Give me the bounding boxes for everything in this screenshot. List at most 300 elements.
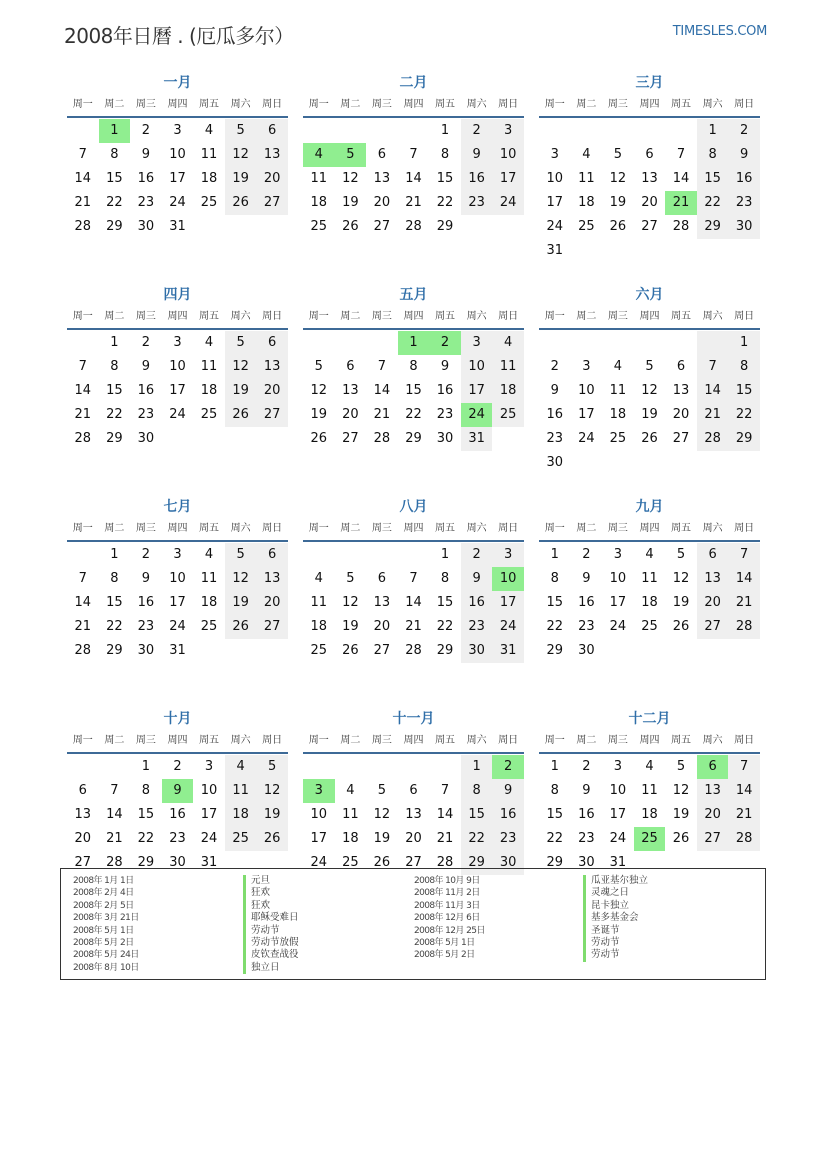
day-cell[interactable]: 6 <box>346 359 355 374</box>
day-cell[interactable]: 19 <box>672 595 690 610</box>
day-cell[interactable]: 17 <box>492 591 524 615</box>
day-cell[interactable]: 16 <box>546 407 564 422</box>
day-cell[interactable]: 27 <box>256 403 288 427</box>
day-cell[interactable]: 19 <box>256 803 288 827</box>
day-cell[interactable]: 23 <box>492 827 524 851</box>
day-cell[interactable]: 23 <box>436 407 454 422</box>
day-cell[interactable]: 7 <box>110 783 119 798</box>
day-cell[interactable]: 20 <box>256 591 288 615</box>
holiday-day-cell[interactable]: 24 <box>461 403 493 427</box>
day-cell[interactable]: 4 <box>204 547 214 562</box>
day-cell[interactable]: 13 <box>342 383 359 398</box>
day-cell[interactable]: 11 <box>200 147 218 162</box>
day-cell[interactable]: 3 <box>550 147 559 162</box>
day-cell[interactable]: 22 <box>106 407 123 422</box>
day-cell[interactable]: 24 <box>546 219 564 234</box>
day-cell[interactable]: 30 <box>492 851 524 875</box>
day-cell[interactable]: 5 <box>676 759 686 774</box>
day-cell[interactable]: 12 <box>609 171 627 186</box>
day-cell[interactable]: 4 <box>582 147 591 162</box>
day-cell[interactable]: 15 <box>106 383 123 398</box>
day-cell[interactable]: 16 <box>137 595 155 610</box>
day-cell[interactable]: 6 <box>78 783 87 798</box>
day-cell[interactable]: 26 <box>225 403 257 427</box>
day-cell[interactable]: 4 <box>645 547 654 562</box>
day-cell[interactable]: 17 <box>169 171 186 186</box>
day-cell[interactable]: 2 <box>141 335 151 350</box>
day-cell[interactable]: 29 <box>405 431 422 446</box>
day-cell[interactable]: 19 <box>342 619 359 634</box>
day-cell[interactable]: 23 <box>578 619 595 634</box>
day-cell[interactable]: 30 <box>169 855 186 870</box>
day-cell[interactable]: 12 <box>225 355 257 379</box>
day-cell[interactable]: 23 <box>546 431 564 446</box>
day-cell[interactable]: 14 <box>405 595 422 610</box>
day-cell[interactable]: 16 <box>137 383 155 398</box>
day-cell[interactable]: 14 <box>74 383 92 398</box>
day-cell[interactable]: 3 <box>204 759 214 774</box>
day-cell[interactable]: 2 <box>461 543 493 567</box>
day-cell[interactable]: 16 <box>728 167 760 191</box>
day-cell[interactable]: 28 <box>405 643 422 658</box>
day-cell[interactable]: 25 <box>200 195 218 210</box>
day-cell[interactable]: 10 <box>546 171 564 186</box>
day-cell[interactable]: 13 <box>373 595 391 610</box>
day-cell[interactable]: 7 <box>697 355 729 379</box>
day-cell[interactable]: 26 <box>225 615 257 639</box>
day-cell[interactable]: 11 <box>609 383 627 398</box>
day-cell[interactable]: 27 <box>697 615 729 639</box>
day-cell[interactable]: 12 <box>342 171 359 186</box>
day-cell[interactable]: 14 <box>672 171 690 186</box>
day-cell[interactable]: 23 <box>137 195 155 210</box>
day-cell[interactable]: 11 <box>310 171 328 186</box>
day-cell[interactable]: 9 <box>440 359 450 374</box>
day-cell[interactable]: 15 <box>546 807 564 822</box>
day-cell[interactable]: 25 <box>492 403 524 427</box>
day-cell[interactable]: 17 <box>578 407 595 422</box>
day-cell[interactable]: 9 <box>550 383 559 398</box>
brand-link[interactable]: TIMESLES.COM <box>672 24 767 39</box>
day-cell[interactable]: 26 <box>342 643 359 658</box>
day-cell[interactable]: 25 <box>200 407 218 422</box>
day-cell[interactable]: 26 <box>672 619 690 634</box>
day-cell[interactable]: 30 <box>137 643 155 658</box>
day-cell[interactable]: 27 <box>256 191 288 215</box>
day-cell[interactable]: 10 <box>609 783 627 798</box>
day-cell[interactable]: 12 <box>310 383 328 398</box>
day-cell[interactable]: 12 <box>373 807 391 822</box>
day-cell[interactable]: 23 <box>461 615 493 639</box>
day-cell[interactable]: 29 <box>546 643 564 658</box>
day-cell[interactable]: 13 <box>697 567 729 591</box>
day-cell[interactable]: 26 <box>256 827 288 851</box>
day-cell[interactable]: 5 <box>225 119 257 143</box>
day-cell[interactable]: 8 <box>440 147 450 162</box>
day-cell[interactable]: 22 <box>137 831 155 846</box>
day-cell[interactable]: 7 <box>78 571 87 586</box>
day-cell[interactable]: 14 <box>728 567 760 591</box>
day-cell[interactable]: 13 <box>641 171 658 186</box>
day-cell[interactable]: 28 <box>697 427 729 451</box>
day-cell[interactable]: 8 <box>440 571 450 586</box>
day-cell[interactable]: 11 <box>641 571 658 586</box>
day-cell[interactable]: 16 <box>461 591 493 615</box>
day-cell[interactable]: 13 <box>256 567 288 591</box>
day-cell[interactable]: 14 <box>436 807 454 822</box>
day-cell[interactable]: 11 <box>342 807 359 822</box>
day-cell[interactable]: 6 <box>676 359 686 374</box>
day-cell[interactable]: 19 <box>310 407 328 422</box>
day-cell[interactable]: 24 <box>200 831 218 846</box>
day-cell[interactable]: 10 <box>461 355 493 379</box>
day-cell[interactable]: 1 <box>110 335 119 350</box>
day-cell[interactable]: 27 <box>672 431 690 446</box>
day-cell[interactable]: 31 <box>461 427 493 451</box>
day-cell[interactable]: 2 <box>173 759 182 774</box>
day-cell[interactable]: 17 <box>169 595 186 610</box>
day-cell[interactable]: 18 <box>310 619 328 634</box>
day-cell[interactable]: 5 <box>346 571 355 586</box>
holiday-day-cell[interactable]: 21 <box>665 191 697 215</box>
day-cell[interactable]: 28 <box>106 855 123 870</box>
day-cell[interactable]: 1 <box>440 123 450 138</box>
day-cell[interactable]: 10 <box>169 147 186 162</box>
day-cell[interactable]: 8 <box>110 571 119 586</box>
day-cell[interactable]: 8 <box>461 779 493 803</box>
day-cell[interactable]: 24 <box>609 831 627 846</box>
day-cell[interactable]: 1 <box>697 119 729 143</box>
day-cell[interactable]: 28 <box>74 643 92 658</box>
holiday-day-cell[interactable]: 1 <box>398 331 430 355</box>
day-cell[interactable]: 28 <box>728 827 760 851</box>
day-cell[interactable]: 6 <box>256 543 288 567</box>
day-cell[interactable]: 23 <box>578 831 595 846</box>
day-cell[interactable]: 29 <box>106 219 123 234</box>
day-cell[interactable]: 7 <box>409 571 418 586</box>
day-cell[interactable]: 24 <box>492 615 524 639</box>
day-cell[interactable]: 19 <box>672 807 690 822</box>
day-cell[interactable]: 16 <box>492 803 524 827</box>
day-cell[interactable]: 22 <box>546 831 564 846</box>
day-cell[interactable]: 31 <box>200 855 218 870</box>
day-cell[interactable]: 22 <box>728 403 760 427</box>
day-cell[interactable]: 5 <box>676 547 686 562</box>
day-cell[interactable]: 3 <box>173 123 182 138</box>
day-cell[interactable]: 17 <box>546 195 564 210</box>
day-cell[interactable]: 27 <box>697 827 729 851</box>
day-cell[interactable]: 12 <box>256 779 288 803</box>
day-cell[interactable]: 21 <box>728 803 760 827</box>
day-cell[interactable]: 12 <box>641 383 658 398</box>
day-cell[interactable]: 7 <box>78 359 87 374</box>
day-cell[interactable]: 22 <box>546 619 564 634</box>
day-cell[interactable]: 19 <box>373 831 391 846</box>
day-cell[interactable]: 21 <box>74 619 92 634</box>
day-cell[interactable]: 2 <box>141 547 151 562</box>
day-cell[interactable]: 24 <box>169 619 186 634</box>
day-cell[interactable]: 20 <box>373 195 391 210</box>
day-cell[interactable]: 7 <box>377 359 387 374</box>
day-cell[interactable]: 29 <box>106 643 123 658</box>
day-cell[interactable]: 14 <box>697 379 729 403</box>
day-cell[interactable]: 28 <box>436 855 454 870</box>
day-cell[interactable]: 10 <box>310 807 328 822</box>
day-cell[interactable]: 20 <box>256 167 288 191</box>
day-cell[interactable]: 28 <box>373 431 391 446</box>
holiday-day-cell[interactable]: 1 <box>99 119 131 143</box>
day-cell[interactable]: 2 <box>141 123 151 138</box>
holiday-day-cell[interactable]: 6 <box>697 755 729 779</box>
day-cell[interactable]: 5 <box>613 147 623 162</box>
day-cell[interactable]: 26 <box>342 219 359 234</box>
day-cell[interactable]: 15 <box>436 171 454 186</box>
day-cell[interactable]: 15 <box>106 595 123 610</box>
day-cell[interactable]: 23 <box>728 191 760 215</box>
day-cell[interactable]: 10 <box>169 571 186 586</box>
day-cell[interactable]: 6 <box>697 543 729 567</box>
day-cell[interactable]: 23 <box>137 407 155 422</box>
holiday-day-cell[interactable]: 25 <box>634 827 666 851</box>
day-cell[interactable]: 10 <box>169 359 186 374</box>
day-cell[interactable]: 21 <box>728 591 760 615</box>
day-cell[interactable]: 30 <box>546 455 564 470</box>
day-cell[interactable]: 8 <box>141 783 151 798</box>
day-cell[interactable]: 11 <box>200 571 218 586</box>
day-cell[interactable]: 5 <box>225 543 257 567</box>
day-cell[interactable]: 3 <box>613 547 623 562</box>
day-cell[interactable]: 25 <box>641 619 658 634</box>
day-cell[interactable]: 26 <box>310 431 328 446</box>
day-cell[interactable]: 22 <box>461 827 493 851</box>
day-cell[interactable]: 4 <box>204 335 214 350</box>
day-cell[interactable]: 8 <box>550 571 559 586</box>
day-cell[interactable]: 20 <box>256 379 288 403</box>
holiday-day-cell[interactable]: 4 <box>303 143 335 167</box>
day-cell[interactable]: 24 <box>310 855 328 870</box>
day-cell[interactable]: 18 <box>342 831 359 846</box>
holiday-day-cell[interactable]: 9 <box>162 779 194 803</box>
day-cell[interactable]: 14 <box>405 171 422 186</box>
day-cell[interactable]: 12 <box>225 143 257 167</box>
day-cell[interactable]: 11 <box>641 783 658 798</box>
day-cell[interactable]: 3 <box>173 335 182 350</box>
day-cell[interactable]: 9 <box>141 359 151 374</box>
day-cell[interactable]: 10 <box>609 571 627 586</box>
day-cell[interactable]: 3 <box>582 359 591 374</box>
holiday-day-cell[interactable]: 5 <box>335 143 367 167</box>
day-cell[interactable]: 11 <box>225 779 257 803</box>
day-cell[interactable]: 10 <box>200 783 218 798</box>
day-cell[interactable]: 27 <box>256 615 288 639</box>
day-cell[interactable]: 16 <box>436 383 454 398</box>
day-cell[interactable]: 25 <box>200 619 218 634</box>
day-cell[interactable]: 20 <box>672 407 690 422</box>
day-cell[interactable]: 24 <box>609 619 627 634</box>
day-cell[interactable]: 11 <box>578 171 595 186</box>
day-cell[interactable]: 8 <box>550 783 559 798</box>
day-cell[interactable]: 6 <box>409 783 418 798</box>
day-cell[interactable]: 27 <box>342 431 359 446</box>
day-cell[interactable]: 4 <box>204 123 214 138</box>
day-cell[interactable]: 21 <box>106 831 123 846</box>
day-cell[interactable]: 18 <box>225 803 257 827</box>
day-cell[interactable]: 9 <box>492 779 524 803</box>
holiday-day-cell[interactable]: 2 <box>492 755 524 779</box>
day-cell[interactable]: 15 <box>697 167 729 191</box>
day-cell[interactable]: 17 <box>609 807 627 822</box>
day-cell[interactable]: 20 <box>405 831 422 846</box>
holiday-day-cell[interactable]: 3 <box>303 779 335 803</box>
day-cell[interactable]: 30 <box>461 639 493 663</box>
day-cell[interactable]: 19 <box>225 379 257 403</box>
day-cell[interactable]: 18 <box>641 595 658 610</box>
day-cell[interactable]: 22 <box>697 191 729 215</box>
day-cell[interactable]: 4 <box>492 331 524 355</box>
day-cell[interactable]: 1 <box>728 331 760 355</box>
day-cell[interactable]: 2 <box>582 759 591 774</box>
day-cell[interactable]: 21 <box>405 195 422 210</box>
day-cell[interactable]: 18 <box>609 407 627 422</box>
day-cell[interactable]: 9 <box>582 783 591 798</box>
day-cell[interactable]: 17 <box>310 831 328 846</box>
day-cell[interactable]: 3 <box>613 759 623 774</box>
day-cell[interactable]: 8 <box>110 359 119 374</box>
day-cell[interactable]: 5 <box>314 359 323 374</box>
day-cell[interactable]: 24 <box>169 407 186 422</box>
day-cell[interactable]: 31 <box>169 643 186 658</box>
day-cell[interactable]: 14 <box>74 595 92 610</box>
day-cell[interactable]: 11 <box>200 359 218 374</box>
day-cell[interactable]: 26 <box>609 219 627 234</box>
day-cell[interactable]: 29 <box>106 431 123 446</box>
day-cell[interactable]: 6 <box>256 331 288 355</box>
day-cell[interactable]: 16 <box>578 807 595 822</box>
day-cell[interactable]: 21 <box>74 407 92 422</box>
day-cell[interactable]: 30 <box>137 219 155 234</box>
day-cell[interactable]: 15 <box>728 379 760 403</box>
day-cell[interactable]: 29 <box>436 219 454 234</box>
day-cell[interactable]: 2 <box>728 119 760 143</box>
day-cell[interactable]: 13 <box>672 383 690 398</box>
day-cell[interactable]: 25 <box>225 827 257 851</box>
day-cell[interactable]: 18 <box>492 379 524 403</box>
day-cell[interactable]: 14 <box>728 779 760 803</box>
day-cell[interactable]: 31 <box>492 639 524 663</box>
day-cell[interactable]: 2 <box>550 359 559 374</box>
day-cell[interactable]: 12 <box>672 571 690 586</box>
day-cell[interactable]: 20 <box>697 591 729 615</box>
day-cell[interactable]: 19 <box>342 195 359 210</box>
day-cell[interactable]: 30 <box>436 431 454 446</box>
day-cell[interactable]: 7 <box>409 147 418 162</box>
day-cell[interactable]: 9 <box>582 571 591 586</box>
day-cell[interactable]: 1 <box>440 547 450 562</box>
day-cell[interactable]: 26 <box>225 191 257 215</box>
day-cell[interactable]: 13 <box>405 807 422 822</box>
day-cell[interactable]: 2 <box>461 119 493 143</box>
day-cell[interactable]: 20 <box>373 619 391 634</box>
day-cell[interactable]: 25 <box>310 643 328 658</box>
day-cell[interactable]: 16 <box>578 595 595 610</box>
day-cell[interactable]: 19 <box>609 195 627 210</box>
day-cell[interactable]: 8 <box>728 355 760 379</box>
day-cell[interactable]: 2 <box>582 547 591 562</box>
day-cell[interactable]: 7 <box>728 543 760 567</box>
day-cell[interactable]: 10 <box>492 143 524 167</box>
day-cell[interactable]: 3 <box>461 331 493 355</box>
day-cell[interactable]: 6 <box>377 571 387 586</box>
day-cell[interactable]: 6 <box>377 147 387 162</box>
day-cell[interactable]: 4 <box>613 359 623 374</box>
day-cell[interactable]: 30 <box>578 855 595 870</box>
day-cell[interactable]: 21 <box>697 403 729 427</box>
day-cell[interactable]: 4 <box>225 755 257 779</box>
day-cell[interactable]: 8 <box>697 143 729 167</box>
day-cell[interactable]: 4 <box>346 783 355 798</box>
day-cell[interactable]: 15 <box>137 807 155 822</box>
day-cell[interactable]: 29 <box>728 427 760 451</box>
day-cell[interactable]: 3 <box>173 547 182 562</box>
day-cell[interactable]: 7 <box>440 783 450 798</box>
day-cell[interactable]: 13 <box>256 355 288 379</box>
day-cell[interactable]: 17 <box>169 383 186 398</box>
day-cell[interactable]: 9 <box>461 567 493 591</box>
day-cell[interactable]: 28 <box>405 219 422 234</box>
day-cell[interactable]: 28 <box>672 219 690 234</box>
day-cell[interactable]: 13 <box>256 143 288 167</box>
day-cell[interactable]: 26 <box>641 431 658 446</box>
day-cell[interactable]: 5 <box>377 783 387 798</box>
day-cell[interactable]: 3 <box>492 119 524 143</box>
day-cell[interactable]: 21 <box>74 195 92 210</box>
day-cell[interactable]: 19 <box>641 407 658 422</box>
day-cell[interactable]: 16 <box>169 807 186 822</box>
day-cell[interactable]: 18 <box>641 807 658 822</box>
day-cell[interactable]: 21 <box>436 831 454 846</box>
day-cell[interactable]: 15 <box>461 803 493 827</box>
day-cell[interactable]: 11 <box>310 595 328 610</box>
day-cell[interactable]: 15 <box>436 595 454 610</box>
day-cell[interactable]: 29 <box>461 851 493 875</box>
day-cell[interactable]: 18 <box>310 195 328 210</box>
day-cell[interactable]: 11 <box>492 355 524 379</box>
day-cell[interactable]: 16 <box>137 171 155 186</box>
day-cell[interactable]: 27 <box>74 855 92 870</box>
day-cell[interactable]: 8 <box>110 147 119 162</box>
day-cell[interactable]: 1 <box>550 759 559 774</box>
day-cell[interactable]: 22 <box>405 407 422 422</box>
day-cell[interactable]: 20 <box>342 407 359 422</box>
day-cell[interactable]: 27 <box>373 643 391 658</box>
day-cell[interactable]: 23 <box>461 191 493 215</box>
day-cell[interactable]: 18 <box>200 171 218 186</box>
day-cell[interactable]: 17 <box>492 167 524 191</box>
day-cell[interactable]: 20 <box>641 195 658 210</box>
day-cell[interactable]: 7 <box>78 147 87 162</box>
day-cell[interactable]: 24 <box>169 195 186 210</box>
day-cell[interactable]: 29 <box>697 215 729 239</box>
day-cell[interactable]: 7 <box>728 755 760 779</box>
day-cell[interactable]: 28 <box>74 431 92 446</box>
day-cell[interactable]: 16 <box>461 167 493 191</box>
day-cell[interactable]: 13 <box>74 807 92 822</box>
day-cell[interactable]: 19 <box>225 167 257 191</box>
day-cell[interactable]: 14 <box>74 171 92 186</box>
day-cell[interactable]: 27 <box>641 219 658 234</box>
day-cell[interactable]: 17 <box>609 595 627 610</box>
day-cell[interactable]: 12 <box>672 783 690 798</box>
